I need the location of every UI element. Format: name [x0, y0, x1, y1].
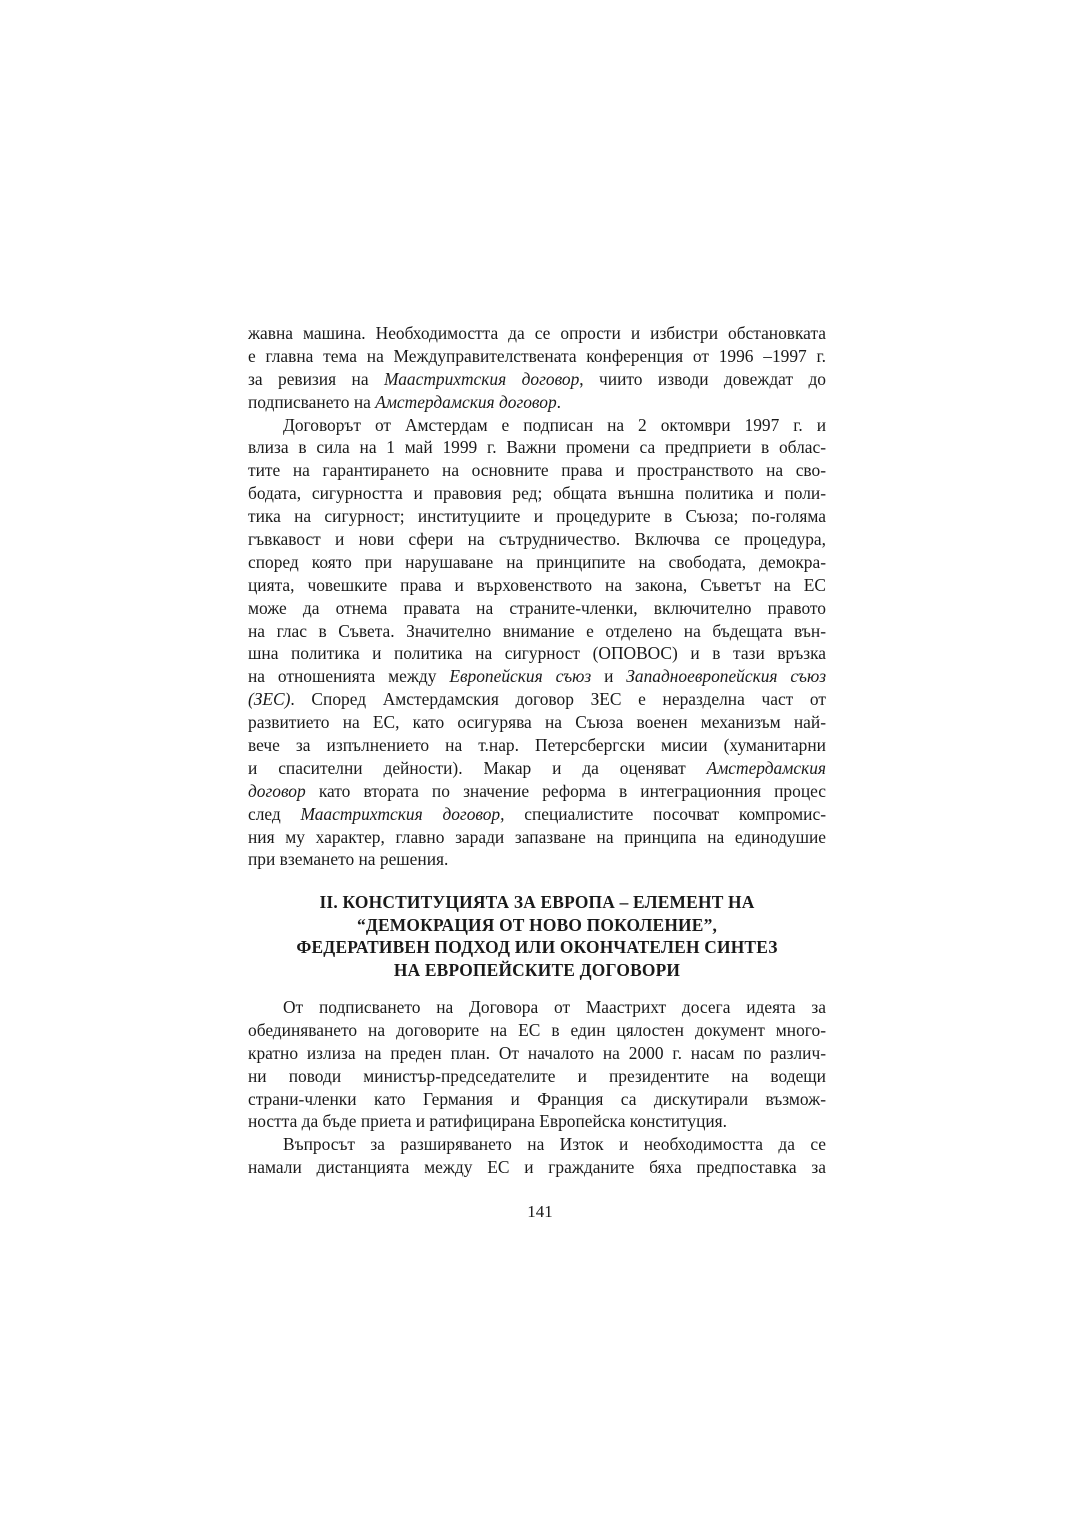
text-line [248, 757, 826, 780]
text-line: според която при нарушаване на принципите на свободата, демокра- [248, 551, 826, 572]
italic-term: Амстердамския договор [375, 391, 557, 412]
text-line: вече за изпълнението на т.нар. Петерсбергски мисии (хуманитарни [248, 735, 826, 756]
section-heading [248, 891, 826, 981]
text-run: за ревизия на [248, 368, 384, 389]
text-line: шна политика и политика на сигурност (ОПОВОС) и в тази връзка [248, 643, 826, 664]
text-run: . Според Амстердамския договор ЗЕС е неразделна част от [290, 689, 826, 710]
italic-term: Маастрихтския договор, [300, 803, 505, 824]
text-line: е главна тема на Междуправителствената конференция от 1996 –1997 г. [248, 345, 826, 366]
text-run: като втората по значение реформа в интеграционния процес [305, 780, 826, 801]
text-line: може да отнема правата на страните-членки, включително правото [248, 597, 826, 618]
heading-line: II. КОНСТИТУЦИЯТА ЗА ЕВРОПА – ЕЛЕМЕНТ НА [319, 892, 755, 912]
text-line: тика на сигурност; институциите и процедурите в Съюза; по-голяма [248, 506, 826, 527]
text-line: ния му характер, главно заради запазване на принципа на единодушие [248, 826, 826, 847]
text-line [248, 665, 826, 688]
italic-term: Амстердамския [706, 757, 826, 778]
heading-line: НА ЕВРОПЕЙСКИТЕ ДОГОВОРИ [393, 959, 681, 980]
text-line: при вземането на решения. [248, 849, 449, 870]
italic-term: Маастрихтския договор [383, 368, 580, 389]
text-line: От подписването на Договора от Маастрихт досега идеята за [283, 997, 826, 1017]
text-line: тите на гарантирането на основните права и пространството на сво- [248, 460, 826, 481]
page-number: 141 [527, 1202, 553, 1221]
heading-line: ФЕДЕРАТИВЕН ПОДХОД ИЛИ ОКОНЧАТЕЛЕН СИНТЕЗ [296, 937, 778, 958]
text-line [248, 780, 826, 803]
text-line: обединяването на договорите на ЕС в един цялостен документ много- [248, 1019, 826, 1040]
text-run: след [248, 803, 301, 824]
text-line [248, 391, 826, 414]
text-line [248, 688, 826, 711]
text-line: развитието на ЕС, като осигурява на Съюза военен механизъм най- [248, 712, 826, 733]
italic-term: Европейския съюз [449, 666, 592, 687]
text-run: и [591, 666, 627, 687]
text-line: Договорът от Амстердам е подписан на 2 октомври 1997 г. и [283, 414, 826, 435]
text-run: подписването на [248, 391, 376, 412]
text-run: специалистите посочват компромис- [504, 803, 826, 824]
text-line: Въпросът за разширяването на Изток и необходимостта да се [283, 1134, 826, 1155]
text-line: цията, човешките права и върховенството на закона, Съветът на ЕС [248, 574, 826, 595]
text-line: кратно излиза на преден план. От началото на 2000 г. насам по различ- [248, 1042, 826, 1063]
text-line [248, 368, 826, 391]
italic-term: договор [248, 780, 306, 801]
text-run: . [556, 391, 562, 412]
text-run: и спасителни дейности). Макар и да оценяват [248, 757, 707, 778]
text-block-1 [248, 322, 826, 871]
text-line: ността да бъде приета и ратифицирана Европейска конституция. [248, 1111, 728, 1132]
text-line: на глас в Съвета. Значително внимание е отделено на бъдещата вън- [248, 620, 826, 641]
text-run: на отношенията между [248, 666, 450, 687]
italic-term: (ЗЕС) [248, 689, 291, 710]
text-line: бодата, сигурността и правовия ред; общата външна политика и поли- [248, 483, 826, 504]
heading-line: “ДЕМОКРАЦИЯ ОТ НОВО ПОКОЛЕНИЕ”, [356, 914, 718, 935]
text-line [248, 803, 826, 826]
text-run: , чиито изводи довеждат до [579, 368, 826, 389]
text-line: страни-членки като Германия и Франция са дискутирали възмож- [248, 1088, 826, 1109]
text-line: влиза в сила на 1 май 1999 г. Важни промени са предприети в облас- [248, 437, 826, 458]
italic-term: Западноевропейския съюз [626, 666, 826, 687]
text-line: гъвкавост и нови сфери на сътрудничество. Включва се процедура, [248, 529, 826, 550]
text-line: ни поводи министър-председателите и президентите на водещи [248, 1065, 826, 1086]
text-line: намали дистанцията между ЕС и гражданите бяха предпоставка за [248, 1157, 826, 1178]
text-block-2 [248, 996, 826, 1179]
text-line: жавна машина. Необходимостта да се опрости и избистри обстановката [248, 323, 826, 343]
